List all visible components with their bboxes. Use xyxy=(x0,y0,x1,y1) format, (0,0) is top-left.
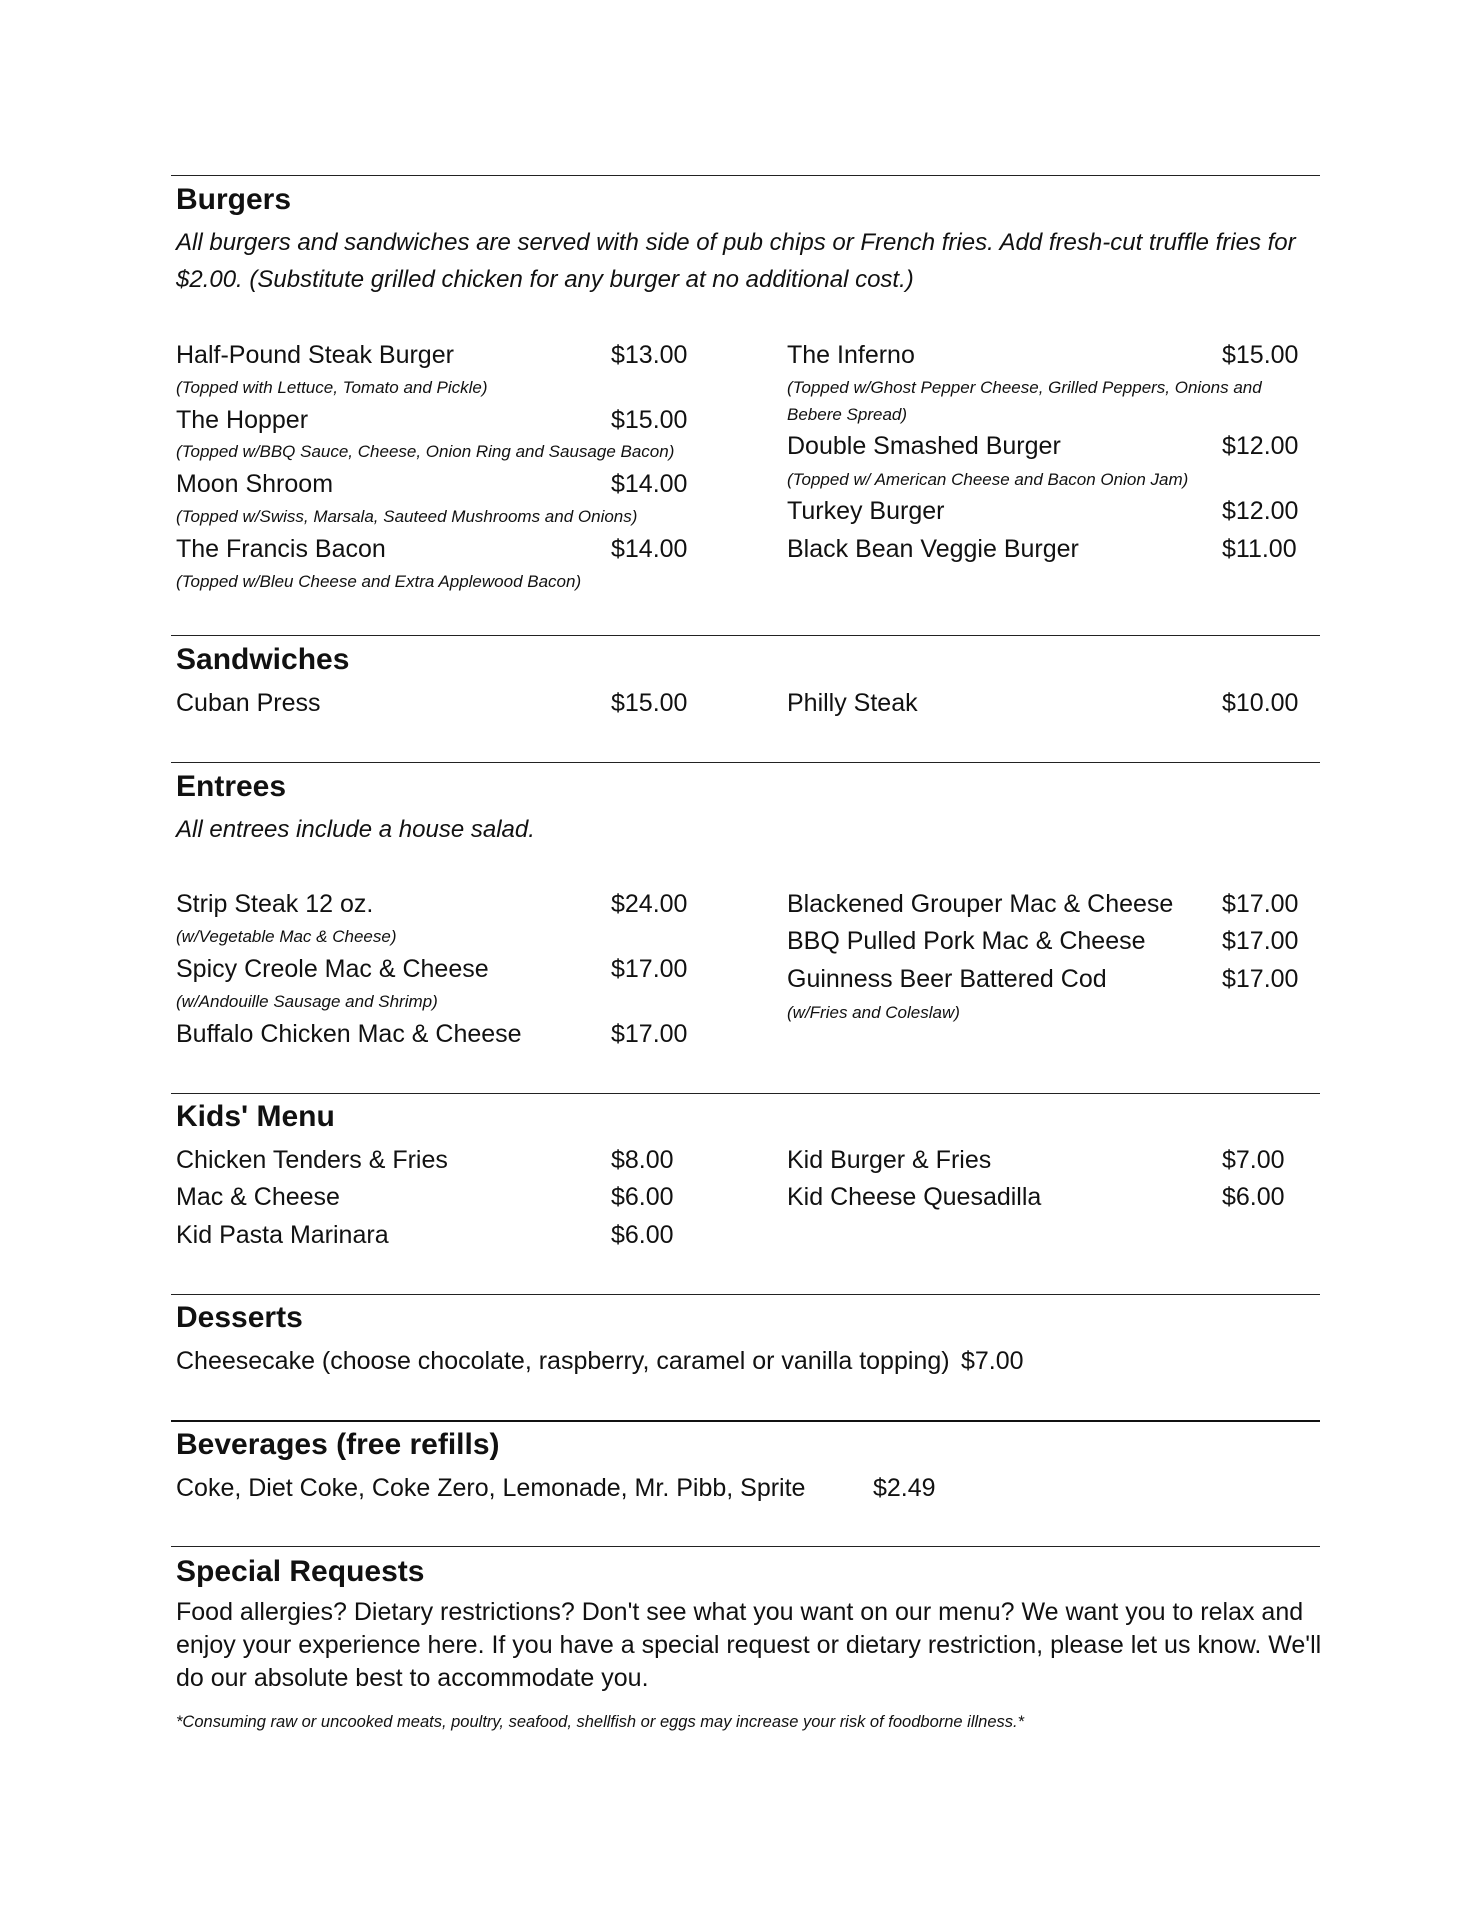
menu-item-name: Turkey Burger xyxy=(787,497,945,525)
menu-item-price: $17.00 xyxy=(1222,890,1299,918)
menu-item-price: $10.00 xyxy=(1222,689,1299,717)
section-title-sandwiches: Sandwiches xyxy=(176,643,350,676)
menu-item-name: Kid Pasta Marinara xyxy=(176,1221,389,1249)
menu-item-name: Half-Pound Steak Burger xyxy=(176,341,454,369)
menu-item-description: (w/Vegetable Mac & Cheese) xyxy=(176,927,397,946)
menu-item-name: Guinness Beer Battered Cod xyxy=(787,965,1107,993)
menu-item-name: BBQ Pulled Pork Mac & Cheese xyxy=(787,927,1146,955)
menu-item-name: Philly Steak xyxy=(787,689,918,717)
menu-item-price: $14.00 xyxy=(611,470,688,498)
section-title-desserts: Desserts xyxy=(176,1301,303,1334)
section-divider xyxy=(171,635,1320,636)
menu-item-price: $6.00 xyxy=(1222,1183,1285,1211)
section-divider xyxy=(171,1093,1320,1094)
menu-item-name: Double Smashed Burger xyxy=(787,432,1061,460)
menu-item-price: $6.00 xyxy=(611,1221,674,1249)
beverage-price: $2.49 xyxy=(873,1474,936,1502)
menu-item-price: $12.00 xyxy=(1222,432,1299,460)
dessert-price: $7.00 xyxy=(961,1347,1024,1375)
menu-item-name: Spicy Creole Mac & Cheese xyxy=(176,955,489,983)
menu-item-price: $6.00 xyxy=(611,1183,674,1211)
menu-item-name: The Inferno xyxy=(787,341,915,369)
section-divider xyxy=(171,762,1320,763)
menu-item-price: $15.00 xyxy=(611,406,688,434)
menu-item-price: $12.00 xyxy=(1222,497,1299,525)
menu-item-price: $13.00 xyxy=(611,341,688,369)
dessert-item: Cheesecake (choose chocolate, raspberry, caramel or vanilla topping) xyxy=(176,1347,950,1375)
burgers-intro: All burgers and sandwiches are served with side of pub chips or French fries. Add fresh-cut truffle fries for $2.00. (Substitute grilled chicken for any burger at no additional cost.) xyxy=(176,229,1296,293)
section-divider xyxy=(171,1420,1320,1422)
menu-item-name: Cuban Press xyxy=(176,689,321,717)
menu-item-price: $17.00 xyxy=(611,1020,688,1048)
menu-item-name: Kid Cheese Quesadilla xyxy=(787,1183,1042,1211)
section-divider xyxy=(171,1294,1320,1295)
menu-item-description: (Topped with Lettuce, Tomato and Pickle) xyxy=(176,378,488,397)
menu-item-name: Strip Steak 12 oz. xyxy=(176,890,374,918)
menu-item-name: The Hopper xyxy=(176,406,309,434)
menu-item-price: $17.00 xyxy=(611,955,688,983)
menu-item-price: $11.00 xyxy=(1222,535,1297,563)
menu-item-price: $8.00 xyxy=(611,1146,674,1174)
entrees-intro: All entrees include a house salad. xyxy=(176,816,535,843)
menu-item-price: $7.00 xyxy=(1222,1146,1285,1174)
menu-item-price: $17.00 xyxy=(1222,965,1299,993)
menu-item-price: $15.00 xyxy=(1222,341,1299,369)
menu-item-description: (Topped w/Bleu Cheese and Extra Applewood Bacon) xyxy=(176,572,582,591)
menu-item-price: $24.00 xyxy=(611,890,688,918)
menu-item-description: (Topped w/Swiss, Marsala, Sauteed Mushrooms and Onions) xyxy=(176,507,638,526)
menu-item-price: $15.00 xyxy=(611,689,688,717)
menu-item-description: (Topped w/BBQ Sauce, Cheese, Onion Ring and Sausage Bacon) xyxy=(176,442,675,461)
menu-item-name: Chicken Tenders & Fries xyxy=(176,1146,448,1174)
section-title-burgers: Burgers xyxy=(176,183,292,216)
menu-item-description: (Topped w/Ghost Pepper Cheese, Grilled Peppers, Onions and Bebere Spread) xyxy=(787,378,1262,424)
beverage-item: Coke, Diet Coke, Coke Zero, Lemonade, Mr. Pibb, Sprite xyxy=(176,1474,806,1502)
menu-item-name: Blackened Grouper Mac & Cheese xyxy=(787,890,1174,918)
menu-item-name: Mac & Cheese xyxy=(176,1183,340,1211)
menu-item-description: (w/Andouille Sausage and Shrimp) xyxy=(176,992,438,1011)
menu-item-name: Black Bean Veggie Burger xyxy=(787,535,1079,563)
menu-item-description: (Topped w/ American Cheese and Bacon Onion Jam) xyxy=(787,470,1189,489)
menu-item-price: $14.00 xyxy=(611,535,688,563)
menu-item-description: (w/Fries and Coleslaw) xyxy=(787,1003,960,1022)
menu-item-name: Moon Shroom xyxy=(176,470,334,498)
section-divider xyxy=(171,175,1320,176)
section-title-kids-menu: Kids' Menu xyxy=(176,1100,335,1133)
section-title-beverages: Beverages (free refills) xyxy=(176,1428,500,1461)
menu-item-name: The Francis Bacon xyxy=(176,535,386,563)
section-title-special-requests: Special Requests xyxy=(176,1555,425,1588)
special-requests-text: Food allergies? Dietary restrictions? Don't see what you want on our menu? We want you to relax and enjoy your experience here. If you have a special request or dietary restriction, please let us know. We'll do our absolute best to accommodate you. xyxy=(176,1598,1322,1692)
section-divider xyxy=(171,1546,1320,1547)
menu-item-name: Kid Burger & Fries xyxy=(787,1146,992,1174)
food-safety-note: *Consuming raw or uncooked meats, poultry, seafood, shellfish or eggs may increase your risk of foodborne illness.* xyxy=(176,1713,1025,1731)
menu-item-price: $17.00 xyxy=(1222,927,1299,955)
menu-item-name: Buffalo Chicken Mac & Cheese xyxy=(176,1020,522,1048)
section-title-entrees: Entrees xyxy=(176,770,287,803)
